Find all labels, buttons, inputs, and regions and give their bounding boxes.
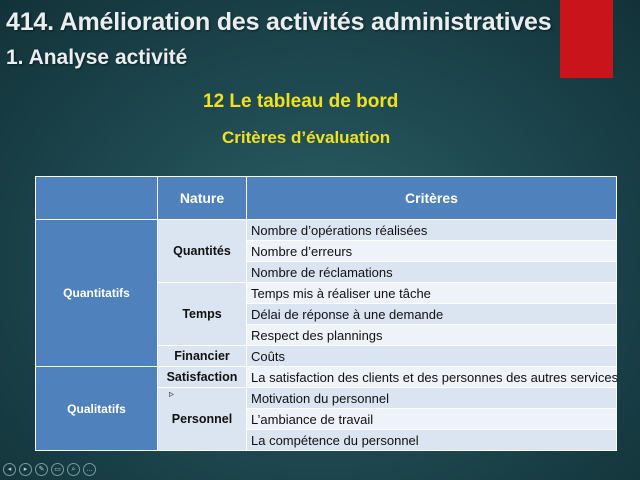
- criterion-cell: Délai de réponse à une demande: [247, 304, 617, 325]
- criterion-cell: Temps mis à réaliser une tâche: [247, 283, 617, 304]
- nature-quantites: Quantités: [158, 220, 247, 283]
- criterion-cell: L’ambiance de travail: [247, 409, 617, 430]
- table-header-row: [36, 177, 617, 220]
- prev-slide-icon[interactable]: ◂: [3, 463, 16, 476]
- section-subheading: Critères d’évaluation: [222, 128, 391, 147]
- nature-financier: Financier: [158, 346, 247, 367]
- criteria-table: [35, 176, 617, 451]
- slides-icon[interactable]: ▭: [51, 463, 64, 476]
- presentation-toolbar: [3, 462, 96, 476]
- criterion-cell: Nombre de réclamations: [247, 262, 617, 283]
- zoom-icon[interactable]: ⌕: [67, 463, 80, 476]
- nature-temps: Temps: [158, 283, 247, 346]
- red-accent-block: [560, 0, 613, 78]
- header-blank-cell: [36, 177, 158, 220]
- criterion-cell: La satisfaction des clients et des personnes des autres services: [247, 367, 617, 388]
- criterion-cell: Nombre d’opérations réalisées: [247, 220, 617, 241]
- category-quantitatifs: Quantitatifs: [36, 220, 158, 367]
- mouse-cursor-icon: ▹: [169, 389, 175, 400]
- criterion-cell: Respect des plannings: [247, 325, 617, 346]
- criterion-cell: Coûts: [247, 346, 617, 367]
- criterion-cell: Motivation du personnel: [247, 388, 617, 409]
- category-qualitatifs: Qualitatifs: [36, 367, 158, 451]
- criterion-cell: Nombre d’erreurs: [247, 241, 617, 262]
- criterion-cell: La compétence du personnel: [247, 430, 617, 451]
- header-nature: Nature: [158, 177, 247, 220]
- more-icon[interactable]: …: [83, 463, 96, 476]
- section-heading: 12 Le tableau de bord: [203, 91, 399, 112]
- slide-subtitle: 1. Analyse activité: [6, 46, 188, 69]
- slide-title: 414. Amélioration des activités administratives: [6, 8, 552, 36]
- pen-icon[interactable]: ✎: [35, 463, 48, 476]
- table-row: [36, 220, 617, 241]
- nature-personnel: Personnel: [158, 388, 247, 451]
- next-slide-icon[interactable]: ▸: [19, 463, 32, 476]
- nature-satisfaction: Satisfaction: [158, 367, 247, 388]
- header-criteres: Critères: [247, 177, 617, 220]
- table-row: [36, 367, 617, 388]
